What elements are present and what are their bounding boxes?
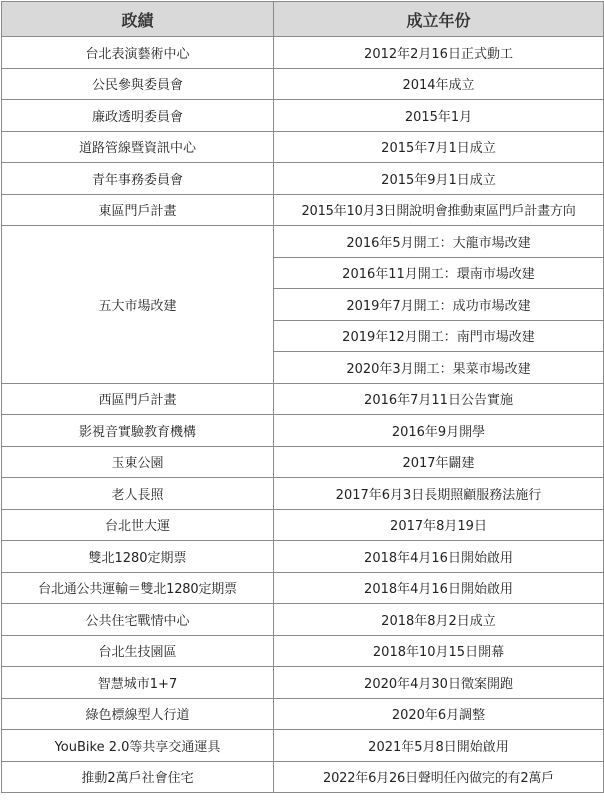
table-row	[2, 635, 604, 667]
table-row	[2, 100, 604, 132]
date-cell: 2016年7月11日公告實施	[274, 383, 604, 415]
policy-cell: 道路管線暨資訊中心	[2, 131, 274, 163]
date-cell: 2020年3月開工：果菜市場改建	[274, 352, 604, 384]
policy-cell: 廉政透明委員會	[2, 100, 274, 132]
date-cell: 2016年5月開工：大龍市場改建	[274, 226, 604, 258]
table-row	[2, 163, 604, 195]
policy-cell: 公共住宅戰情中心	[2, 604, 274, 636]
policy-cell: 綠色標線型人行道	[2, 698, 274, 730]
date-cell: 2015年1月	[274, 100, 604, 132]
policy-cell: 西區門戶計畫	[2, 383, 274, 415]
date-cell: 2019年12月開工：南門市場改建	[274, 320, 604, 352]
table-row	[2, 194, 604, 226]
header-year: 成立年份	[274, 2, 604, 37]
table-row	[2, 761, 604, 793]
policy-cell: 台北表演藝術中心	[2, 37, 274, 69]
date-cell: 2017年8月19日	[274, 509, 604, 541]
table-row	[2, 226, 604, 258]
date-cell: 2018年4月16日開始啟用	[274, 572, 604, 604]
policy-cell: 台北生技園區	[2, 635, 274, 667]
date-cell: 2015年9月1日成立	[274, 163, 604, 195]
policy-cell: 台北通公共運輸＝雙北1280定期票	[2, 572, 274, 604]
policy-cell: 東區門戶計畫	[2, 194, 274, 226]
table-row	[2, 415, 604, 447]
date-cell: 2017年闢建	[274, 446, 604, 478]
date-cell: 2015年7月1日成立	[274, 131, 604, 163]
table-row	[2, 572, 604, 604]
date-cell: 2016年11月開工：環南市場改建	[274, 257, 604, 289]
policy-cell: 推動2萬戶社會住宅	[2, 761, 274, 793]
policy-cell: 五大市場改建	[2, 226, 274, 384]
date-cell: 2016年9月開學	[274, 415, 604, 447]
header-policy: 政績	[2, 2, 274, 37]
date-cell: 2012年2月16日正式動工	[274, 37, 604, 69]
policy-cell: 青年事務委員會	[2, 163, 274, 195]
policy-cell: 公民參與委員會	[2, 68, 274, 100]
table-row	[2, 446, 604, 478]
policy-cell: 影視音實驗教育機構	[2, 415, 274, 447]
table-row	[2, 478, 604, 510]
policy-cell: 老人長照	[2, 478, 274, 510]
table-row	[2, 667, 604, 699]
table-row	[2, 68, 604, 100]
date-cell: 2021年5月8日開始啟用	[274, 730, 604, 762]
policy-table	[1, 1, 604, 793]
header-row	[2, 2, 604, 37]
policy-cell: 台北世大運	[2, 509, 274, 541]
date-cell: 2018年4月16日開始啟用	[274, 541, 604, 573]
policy-cell: 雙北1280定期票	[2, 541, 274, 573]
policy-cell: YouBike 2.0等共享交通運具	[2, 730, 274, 762]
table-row	[2, 37, 604, 69]
policy-cell: 玉東公園	[2, 446, 274, 478]
date-cell: 2020年4月30日徵案開跑	[274, 667, 604, 699]
table-row	[2, 698, 604, 730]
date-cell: 2017年6月3日長期照顧服務法施行	[274, 478, 604, 510]
date-cell: 2020年6月調整	[274, 698, 604, 730]
policy-cell: 智慧城市1+7	[2, 667, 274, 699]
table-row	[2, 383, 604, 415]
table-row	[2, 509, 604, 541]
date-cell: 2019年7月開工：成功市場改建	[274, 289, 604, 321]
date-cell: 2015年10月3日開說明會推動東區門戶計畫方向	[274, 194, 604, 226]
date-cell: 2018年10月15日開幕	[274, 635, 604, 667]
table-row	[2, 541, 604, 573]
table-row	[2, 730, 604, 762]
table-row	[2, 604, 604, 636]
table-row	[2, 131, 604, 163]
date-cell: 2014年成立	[274, 68, 604, 100]
date-cell: 2018年8月2日成立	[274, 604, 604, 636]
date-cell: 2022年6月26日聲明任內做完的有2萬戶	[274, 761, 604, 793]
